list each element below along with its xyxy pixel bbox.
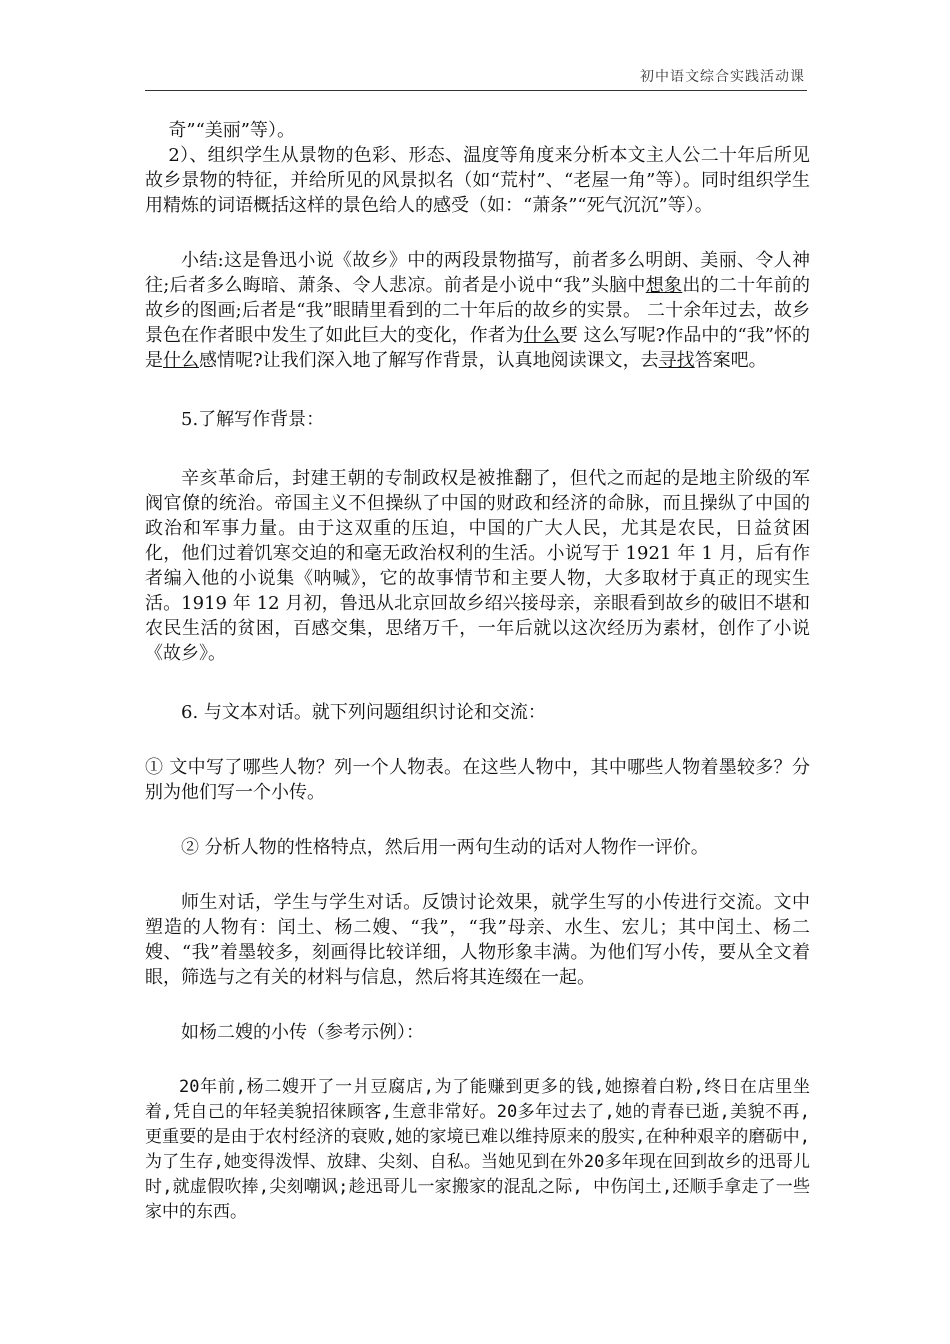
document-body bbox=[145, 118, 810, 1225]
dialogue-paragraph: 师生对话，学生与学生对话。反馈讨论效果，就学生写的小传进行交流。文中塑造的人物有：闰土、杨二嫂、“我”，“我”母亲、水生、宏儿；其中闰土、杨二嫂、“我”着墨较多，刻画得比较详细，人物形象丰满。为他们写小传，要从全文着眼，筛选与之有关的材料与信息，然后将其连缀在一起。 bbox=[145, 892, 810, 988]
section-5-heading: 5.了解写作背景： bbox=[181, 409, 325, 430]
underlined-word: 寻找 bbox=[658, 350, 695, 371]
example-biography bbox=[145, 1075, 810, 1225]
continued-paragraph: 奇”“美丽”等）。 bbox=[168, 120, 295, 141]
summary-paragraph: 小结:这是鲁迅小说《故乡》中的两段景物描写，前者多么明朗、美丽、令人神往;后者多么晦暗、萧条、令人悲凉。前者是小说中“我”头脑中想象出的二十年前的故乡的图画;后者是“我”眼睛里看到的二十年后的故乡的实景。 二十余年过去，故乡景色在作者眼中发生了如此巨大的变化，作者为什么要 这么写呢?作品中的“我”怀的是什么感情呢?让我们深入地了解写作背景，认真地阅读课文，去寻找答案吧。 bbox=[145, 250, 811, 371]
question-1: ① 文中写了哪些人物？列一个人物表。在这些人物中，其中哪些人物着墨较多？分别为他们写一个小传。 bbox=[145, 757, 810, 803]
underlined-word: 什么 bbox=[523, 325, 560, 346]
section-6-heading: 6. 与文本对话。就下列问题组织讨论和交流： bbox=[181, 702, 546, 723]
step-2-paragraph: 2）、组织学生从景物的色彩、形态、温度等角度来分析本文主人公二十年后所见故乡景物的特征，并给所见的风景拟名（如“荒村”、“老屋一角”等）。同时组织学生用精炼的词语概括这样的景色给人的感受（如：“萧条”“死气沉沉”等）。 bbox=[145, 145, 810, 216]
background-paragraph: 辛亥革命后，封建王朝的专制政权是被推翻了，但代之而起的是地主阶级的军阀官僚的统治。帝国主义不但操纵了中国的财政和经济的命脉，而且操纵了中国的政治和军事力量。由于这双重的压迫，中国的广大人民，尤其是农民，日益贫困化，他们过着饥寒交迫的和毫无政治权利的生活。小说写于 1921 年 1 月，后有作者编入他的小说集《呐喊》，它的故事情节和主要人物，大多取材于真正的现实生活。1919 年 12 月初，鲁迅从北京回故乡绍兴接母亲，亲眼看到故乡的破旧不堪和农民生活的贫困，百感交集，思绪万千，一年后就以这次经历为素材，创作了小说《故乡》。 bbox=[145, 468, 810, 664]
example-title: 如杨二嫂的小传（参考示例）： bbox=[181, 1022, 424, 1043]
example-biography-text: 20年前,杨二嫂开了一爿豆腐店,为了能赚到更多的钱,她擦着白粉,终日在店里坐着,凭自己的年轻美貌招徕顾客,生意非常好。20多年过去了,她的青春已逝,美貌不再,更重要的是由于农村经济的衰败,她的家境已难以维持原来的殷实,在种种艰辛的磨砺中,为了生存,她变得泼悍、放肆、尖刻、自私。当她见到在外20多年现在回到故乡的迅哥儿时,就虚假吹捧,尖刻嘲讽;趁迅哥儿一家搬家的混乱之际, 中伤闰土,还顺手拿走了一些家中的东西。 bbox=[145, 1077, 810, 1222]
underlined-word: 什么 bbox=[163, 350, 199, 371]
page-header bbox=[145, 66, 807, 91]
underlined-word: 想象 bbox=[645, 275, 683, 296]
question-2: ② 分析人物的性格特点，然后用一两句生动的话对人物作一评价。 bbox=[181, 837, 709, 858]
header-title: 初中语文综合实践活动课 bbox=[640, 69, 805, 85]
